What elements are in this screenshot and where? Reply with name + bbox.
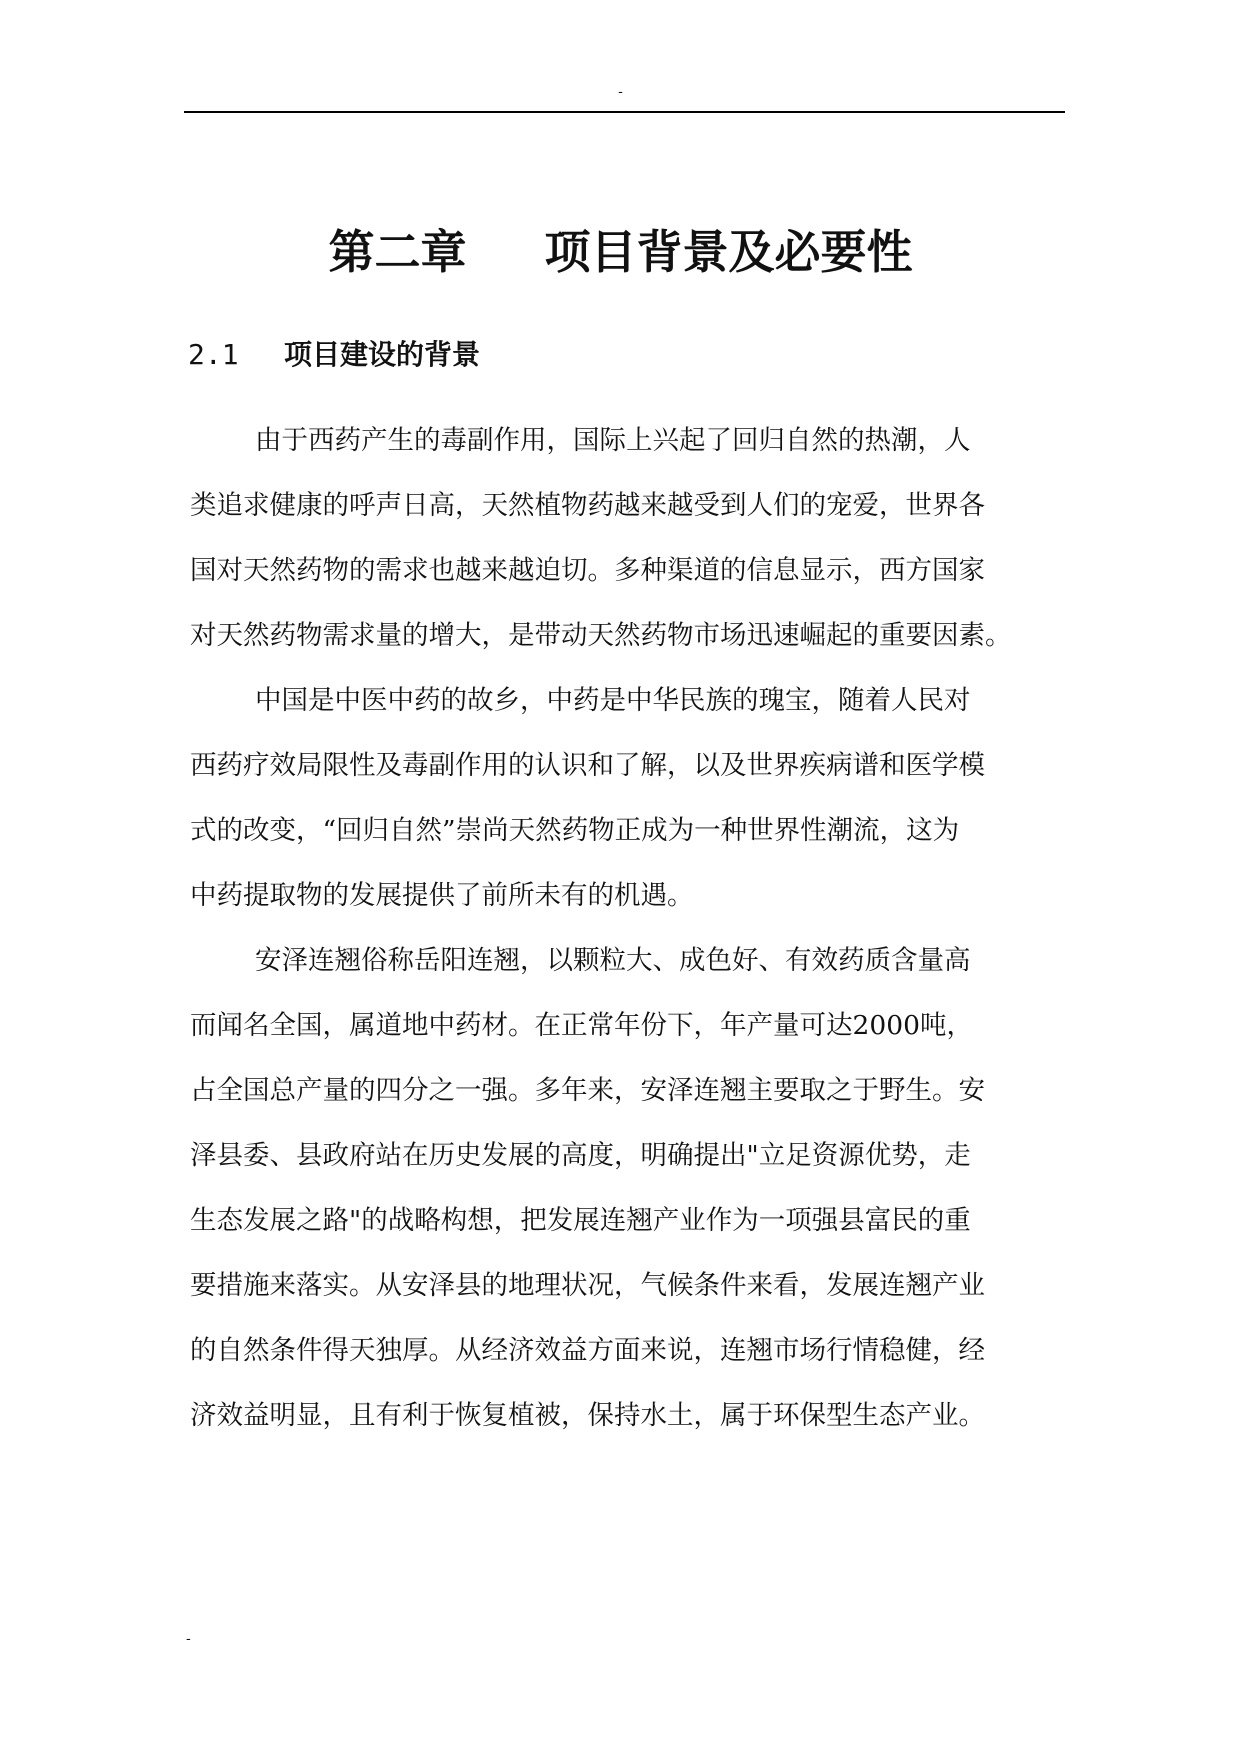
- section-title: 项目建设的背景: [284, 338, 481, 371]
- paragraph-3-line-1: 安泽连翘俗称岳阳连翘，以颗粒大、成色好、有效药质含量高: [255, 945, 971, 976]
- header-rule: [184, 111, 1065, 113]
- paragraph-3-line-2: 而闻名全国，属道地中药材。在正常年份下，年产量可达2000吨，: [190, 1010, 973, 1041]
- paragraph-3-line-4: 泽县委、县政府站在历史发展的高度，明确提出"立足资源优势，走: [190, 1140, 971, 1171]
- paragraph-1-line-4: 对天然药物需求量的增大，是带动天然药物市场迅速崛起的重要因素。: [190, 620, 1012, 651]
- body-text: [190, 408, 1060, 1448]
- paragraph-1-line-1: 由于西药产生的毒副作用，国际上兴起了回归自然的热潮，人: [255, 425, 971, 456]
- paragraph-3-line-7: 的自然条件得天独厚。从经济效益方面来说，连翘市场行情稳健，经: [190, 1335, 985, 1366]
- section-number: 2.1: [188, 338, 239, 371]
- paragraph-3-line-8: 济效益明显，且有利于恢复植被，保持水土，属于环保型生态产业。: [190, 1400, 985, 1431]
- paragraph-2-line-3: 式的改变，“回归自然”崇尚天然药物正成为一种世界性潮流，这为: [190, 815, 960, 846]
- chapter-title: [0, 222, 1241, 282]
- paragraph-1-line-3: 国对天然药物的需求也越来越迫切。多种渠道的信息显示，西方国家: [190, 555, 985, 586]
- header-mark: -: [618, 84, 623, 100]
- section-heading: [188, 337, 480, 373]
- paragraph-2-line-1: 中国是中医中药的故乡，中药是中华民族的瑰宝，随着人民对: [255, 685, 971, 716]
- paragraph-2-line-4: 中药提取物的发展提供了前所未有的机遇。: [190, 880, 694, 911]
- paragraph-3-line-6: 要措施来落实。从安泽县的地理状况，气候条件来看，发展连翘产业: [190, 1270, 985, 1301]
- paragraph-1-line-2: 类追求健康的呼声日高，天然植物药越来越受到人们的宠爱，世界各: [190, 490, 985, 521]
- footer-mark: -: [186, 1631, 191, 1647]
- paragraph-2-line-2: 西药疗效局限性及毒副作用的认识和了解，以及世界疾病谱和医学模: [190, 750, 985, 781]
- chapter-number: 第二章: [328, 225, 467, 279]
- paragraph-3-line-5: 生态发展之路"的战略构想，把发展连翘产业作为一项强县富民的重: [190, 1205, 971, 1236]
- chapter-name: 项目背景及必要性: [544, 225, 913, 279]
- paragraph-3-line-3: 占全国总产量的四分之一强。多年来，安泽连翘主要取之于野生。安: [190, 1075, 985, 1106]
